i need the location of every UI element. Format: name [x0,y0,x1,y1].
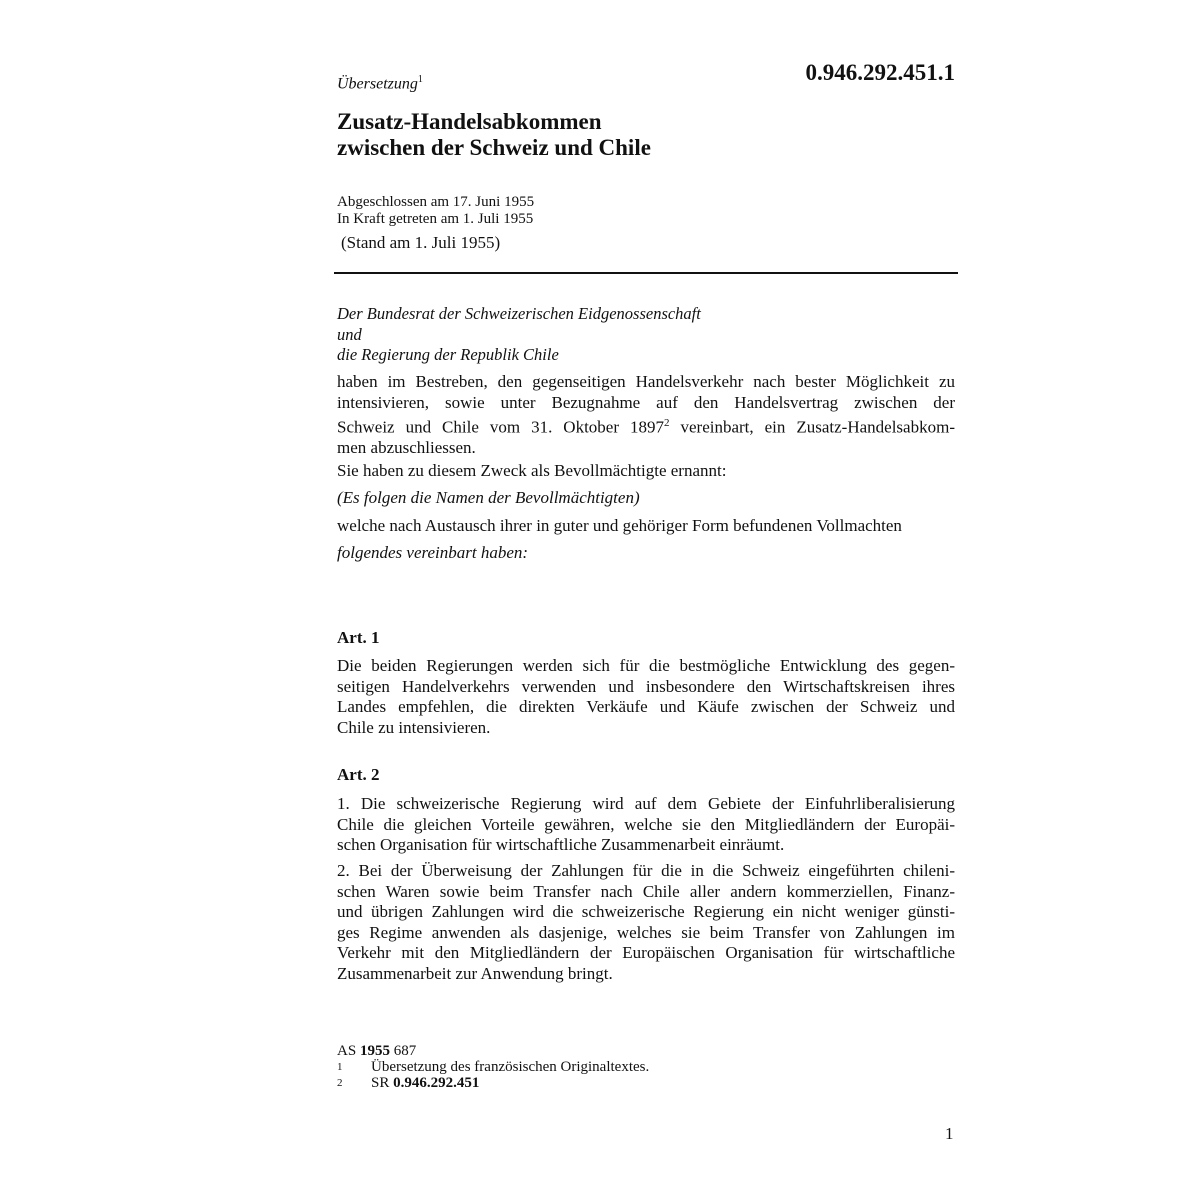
title-line-1: Zusatz-Handelsabkommen [337,109,602,134]
footnote-1: 1 Übersetzung des französischen Originaltextes. [337,1059,650,1075]
text-line: intensivieren, sowie unter Bezugnahme auf den Handelsvertrag zwischen der [337,392,955,412]
plenipotentiaries-sentence: Sie haben zu diesem Zweck als Bevollmächtigte ernannt: [337,461,727,480]
translation-label: Übersetzung$^1$ [337,74,423,93]
text-line: haben im Bestreben, den gegenseitigen Handelsverkehr nach bester Möglichkeit zu [337,372,955,391]
text-line: men abzuschliessen. [337,438,476,458]
article-1-text [337,656,955,738]
header-divider [334,272,958,274]
preamble-parties [337,304,955,366]
in-force-date: In Kraft getreten am 1. Juli 1955 [337,211,534,227]
title-line-2: zwischen der Schweiz und Chile [337,135,651,160]
official-collection-ref: AS 1955 687 [337,1043,417,1059]
concluded-date: Abgeschlossen am 17. Juni 1955 [337,194,535,210]
status-date: (Stand am 1. Juli 1955) [341,233,501,252]
party-switzerland: Der Bundesrat der Schweizerischen Eidgenossenschaft [337,304,701,323]
party-chile: die Regierung der Republik Chile [337,345,559,364]
page-number: 1 [945,1124,954,1143]
plenipotentiaries-names-note: (Es folgen die Namen der Bevollmächtigten) [337,488,640,507]
text-line: Die beiden Regierungen werden sich für die bestmögliche Entwicklung des gegen- [337,656,955,675]
footnote-ref-1: 1 [417,74,423,85]
party-and: und [337,324,362,344]
footnote-2: 2 SR 0.946.292.451 [337,1075,480,1091]
text-line: 2. Bei der Überweisung der Zahlungen für die in die Schweiz eingeführten chileni- [337,861,955,880]
full-powers-sentence: welche nach Austausch ihrer in guter und gehöriger Form befundenen Vollmachten [337,516,902,535]
footnotes [337,1043,955,1091]
text-line: ges Regime anwenden als dasjenige, welches sie beim Transfer von Zahlungen im [337,922,955,942]
text-line: Chile die gleichen Vorteile gewähren, welche sie den Mitgliedländern der Europäi- [337,814,955,834]
article-2-paragraph-2 [337,861,955,984]
text-line: Landes empfehlen, die direkten Verkäufe und Käufe zwischen der Schweiz und [337,697,955,716]
article-1-heading: Art. 1 [337,628,380,647]
text-line: schen Organisation für wirtschaftliche Zusammenarbeit einräumt. [337,835,785,854]
preamble-paragraph [337,372,955,459]
date-block [337,194,955,228]
text-line: und übrigen Zahlungen wird die schweizerische Regierung ein nicht weniger günsti- [337,902,955,921]
text-line: Chile zu intensivieren. [337,717,491,737]
text-line: Schweiz und Chile vom 31. Oktober 1897$^2$ vereinbart, ein Zusatz-Handelsabkom- [337,417,955,437]
footnote-ref-2: 2 [664,417,670,429]
document-title [337,109,955,161]
text-line: 1. Die schweizerische Regierung wird auf dem Gebiete der Einfuhrliberalisierung [337,794,955,813]
text-line: seitigen Handelverkehrs verwenden und insbesondere den Wirtschaftskreisen ihres [337,676,955,696]
text-line: Zusammenarbeit zur Anwendung bringt. [337,963,613,983]
article-2-paragraph-1 [337,794,955,856]
text-line: schen Waren sowie beim Transfer nach Chile aller andern kommerziellen, Finanz- [337,881,955,901]
sr-number: 0.946.292.451.1 [805,60,955,85]
article-2-heading: Art. 2 [337,765,380,784]
text-line: Verkehr mit den Mitgliedländern der Europäischen Organisation für wirtschaftliche [337,943,955,962]
agreed-phrase: folgendes vereinbart haben: [337,543,529,562]
